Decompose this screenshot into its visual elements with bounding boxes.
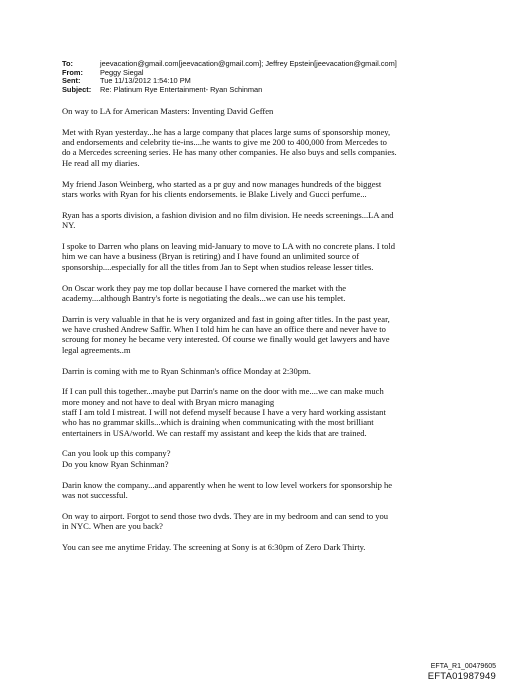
body-paragraph: On way to LA for American Masters: Inventing David Geffen xyxy=(62,106,274,116)
body-paragraph: My friend Jason Weinberg, who started as a pr guy and now manages hundreds of the biggest stars works with Ryan for his clients endorsements. ie Blake Lively and Gucci perfume... xyxy=(62,178,382,199)
subject-row xyxy=(62,86,397,95)
email-header xyxy=(62,60,397,94)
bates-number: EFTA01987949 xyxy=(427,671,496,682)
body-paragraph: Darin know the company...and apparently when he went to low level workers for sponsorship he was not successful. xyxy=(62,479,393,500)
body-paragraph: You can see me anytime Friday. The screening at Sony is at 6:30pm of Zero Dark Thirty. xyxy=(62,542,366,553)
body-paragraph: On Oscar work they pay me top dollar because I have cornered the market with the academy....although Bantry's forte is negotiating the deals...we can use his templet. xyxy=(62,282,347,303)
email-body xyxy=(62,106,466,563)
body-paragraph: I spoke to Darren who plans on leaving mid-January to move to LA with no concrete plans. I told him we can have a business (Bryan is retiring) and I have found an unlimited source of sponsorship....especially for all the titles from Jan to Sept when studios release lesser titles. xyxy=(62,241,396,272)
sent-value: Tue 11/13/2012 1:54:10 PM xyxy=(100,76,191,86)
page-footer xyxy=(428,662,496,682)
to-label: To: xyxy=(62,59,73,68)
body-paragraph: On way to airport. Forgot to send those two dvds. They are in my bedroom and can send to you in NYC. When are you back? xyxy=(62,510,389,532)
body-paragraph: Darrin is coming with me to Ryan Schinman's office Monday at 2:30pm. xyxy=(62,365,311,376)
body-paragraph: Can you look up this company? Do you know Ryan Schinman? xyxy=(62,448,171,469)
subject-label: Subject: xyxy=(62,84,92,94)
document-id: EFTA_R1_00479605 xyxy=(430,663,496,670)
body-paragraph: Met with Ryan yesterday...he has a large company that places large sums of sponsorship money, and endorsements and celebrity tie-ins....he wants to give me 200 to 400,000 from Mercedes to do a Mercedes screening series. He has many other companies. He also buys and sells companies. He read all my diaries. xyxy=(62,126,397,168)
sent-label: Sent: xyxy=(62,76,81,86)
body-paragraph: Darrin is very valuable in that he is very organized and fast in going after titles. In the past year, we have crushed Andrew Saffir. When I told him he can have an office there and never have to scroung for money he became very interested. Of course we finally would get lawyers and have legal agreements..m xyxy=(62,313,390,355)
to-value: jeevacation@gmail.com[jeevacation@gmail.com]; Jeffrey Epstein[jeevacation@gmail.com] xyxy=(100,59,397,68)
from-label: From: xyxy=(62,67,83,77)
body-paragraph: Ryan has a sports division, a fashion division and no film division. He needs screenings...LA and NY. xyxy=(62,209,394,231)
from-value: Peggy Siegal xyxy=(100,67,144,77)
body-paragraph: If I can pull this together...maybe put Darrin's name on the door with me....we can make much more money and not have to deal with Bryan micro managing staff I am told I mistreat. I will not defend myself because I have a very hard working assistant who has no grammar skills...which is draining when communicating with the most brilliant entertainers in USA/world. We can restaff my assistant and keep the kids that are trained. xyxy=(62,386,386,438)
subject-value: Re: Platinum Rye Entertainment- Ryan Schinman xyxy=(100,84,263,94)
